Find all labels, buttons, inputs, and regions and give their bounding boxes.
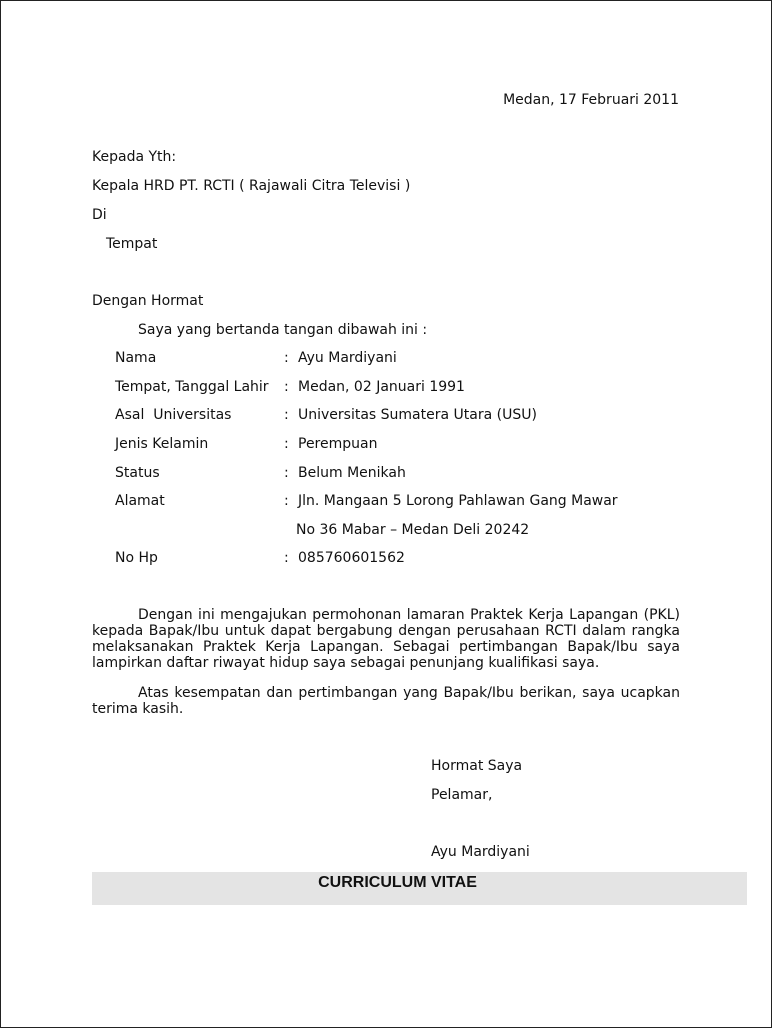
detail-value: Ayu Mardiyani — [298, 350, 397, 366]
detail-label: Tempat, Tanggal Lahir — [115, 379, 269, 395]
detail-label: Jenis Kelamin — [115, 436, 209, 452]
detail-colon: : — [284, 379, 289, 395]
detail-colon: : — [284, 465, 289, 481]
detail-colon: : — [284, 550, 289, 566]
detail-value: No 36 Mabar – Medan Deli 20242 — [296, 522, 530, 538]
salutation: Dengan Hormat — [92, 293, 204, 309]
body-paragraph-2 — [92, 685, 680, 717]
intro-line: Saya yang bertanda tangan dibawah ini : — [138, 322, 428, 338]
closing-line-2: Pelamar, — [431, 787, 493, 803]
body-paragraph-2-text: Atas kesempatan dan pertimbangan yang Bapak/Ibu berikan, saya ucapkan terima kasih. — [92, 685, 680, 717]
cv-title: CURRICULUM VITAE — [318, 874, 477, 891]
detail-value: Medan, 02 Januari 1991 — [298, 379, 465, 395]
detail-value: 085760601562 — [298, 550, 405, 566]
signature-name: Ayu Mardiyani — [431, 844, 530, 860]
detail-colon: : — [284, 350, 289, 366]
closing-line-1: Hormat Saya — [431, 758, 523, 774]
detail-label: Asal Universitas — [115, 407, 232, 423]
detail-value: Belum Menikah — [298, 465, 406, 481]
detail-value: Perempuan — [298, 436, 378, 452]
cv-title-bar — [92, 872, 747, 905]
body-paragraph-1-text: Dengan ini mengajukan permohonan lamaran Praktek Kerja Lapangan (PKL) kepada Bapak/Ibu untuk dapat bergabung dengan perusahaan RCTI dalam rangka melaksanakan Praktek Kerja Lapangan. Sebagai pertimbangan Bapak/Ibu saya lampirkan daftar riwayat hidup saya sebagai penunjang kualifikasi saya. — [92, 607, 680, 671]
detail-value: Jln. Mangaan 5 Lorong Pahlawan Gang Mawar — [298, 493, 618, 509]
detail-label: Alamat — [115, 493, 165, 509]
recipient-line-4: Tempat — [106, 236, 158, 252]
recipient-line-1: Kepada Yth: — [92, 149, 177, 165]
detail-colon: : — [284, 407, 289, 423]
detail-label: Nama — [115, 350, 157, 366]
detail-colon: : — [284, 493, 289, 509]
detail-colon: : — [284, 436, 289, 452]
recipient-line-3: Di — [92, 207, 107, 223]
letter-date: Medan, 17 Februari 2011 — [503, 92, 679, 108]
detail-label: Status — [115, 465, 160, 481]
recipient-line-2: Kepala HRD PT. RCTI ( Rajawali Citra Televisi ) — [92, 178, 411, 194]
detail-label: No Hp — [115, 550, 158, 566]
body-paragraph-1 — [92, 607, 680, 671]
detail-value: Universitas Sumatera Utara (USU) — [298, 407, 537, 423]
